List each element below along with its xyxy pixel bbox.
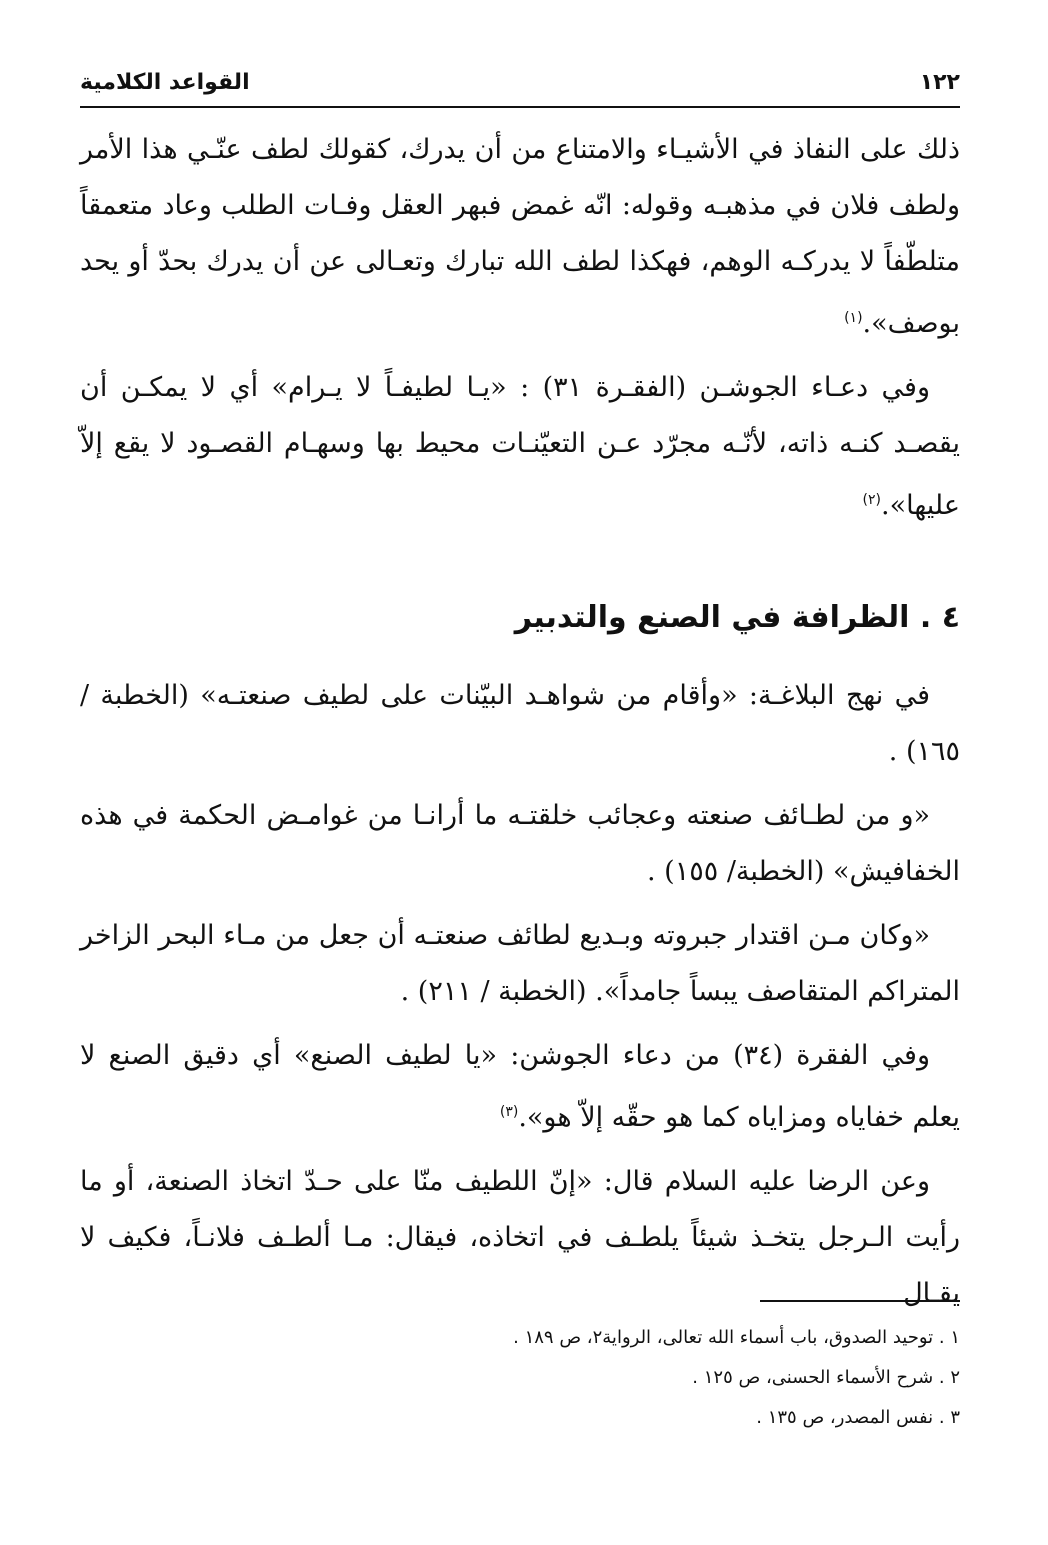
- paragraph: في نهج البلاغـة: «وأقام من شواهـد البيّنات على لطيف صنعتـه» (الخطبة / ١٦٥) .: [80, 680, 960, 767]
- footnote-ref: (١): [844, 310, 863, 326]
- footnotes: [80, 1318, 960, 1438]
- page-header: [80, 62, 960, 102]
- page-number: ١٢٢: [919, 69, 960, 95]
- paragraph: وفي دعـاء الجوشـن (الفقـرة ٣١) : «يـا لطيفـاً لا يـرام» أي لا يمكـن أن يقصـد كنـه ذاته، لأنّـه مجرّد عـن التعيّنـات محيط بها وسهـام القصـود لا يقع إلاّ عليها».$^{(٢)}$: [80, 372, 960, 521]
- header-rule: [80, 106, 960, 108]
- paragraph: «و من لطـائف صنعته وعجائب خلقتـه ما أرانـا من غوامـض الحكمة في هذه الخفافيش» (الخطبة/ ١٥٥) .: [80, 800, 960, 887]
- main-text: [80, 122, 960, 1330]
- footnote: ٣ . نفس المصدر، ص ١٣٥ .: [756, 1407, 960, 1428]
- paragraph: وفي الفقرة (٣٤) من دعاء الجوشن: «يا لطيف الصنع» أي دقيق الصنع لا يعلم خفاياه ومزاياه كما هو حقّه إلاّ هو».$^{(٣)}$: [80, 1040, 960, 1133]
- running-title: القواعد الكلامية: [80, 69, 250, 95]
- footnote-ref: (٢): [862, 492, 882, 508]
- footnote-rule: [760, 1300, 960, 1302]
- paragraph: «وكان مـن اقتدار جبروته وبـديع لطائف صنعتـه أن جعل من مـاء البحر الزاخر المتراكم المتقاصف يبساً جامداً». (الخطبة / ٢١١) .: [80, 920, 960, 1007]
- footnote: ٢ . شرح الأسماء الحسنى، ص ١٢٥ .: [692, 1367, 960, 1388]
- footnote: ١ . توحيد الصدوق، باب أسماء الله تعالى، الرواية٢، ص ١٨٩ .: [513, 1327, 960, 1348]
- section-heading: ٤ . الظرافة في الصنع والتدبير: [514, 600, 960, 635]
- footnote-ref: (٣): [499, 1104, 519, 1120]
- paragraph: وعن الرضا عليه السلام قال: «إنّ اللطيف منّا على حـدّ اتخاذ الصنعة، أو ما رأيت الـرجل يتخـذ شيئاً يلطـف في اتخاذه، فيقال: مـا ألطـف فلانـاً، فكيف لا يقـال: [80, 1166, 960, 1309]
- paragraph: ذلك على النفاذ في الأشيـاء والامتناع من أن يدرك، كقولك لطف عنّـي هذا الأمر ولطف فلان في مذهبـه وقوله: انّه غمض فبهر العقل وفـات الطلب وعاد متعمقاً متلطّفاً لا يدركـه الوهم، فهكذا لطف الله تبارك وتعـالى عن أن يدرك بحدّ أو يحد بوصف».$^{(١)}$: [80, 134, 960, 339]
